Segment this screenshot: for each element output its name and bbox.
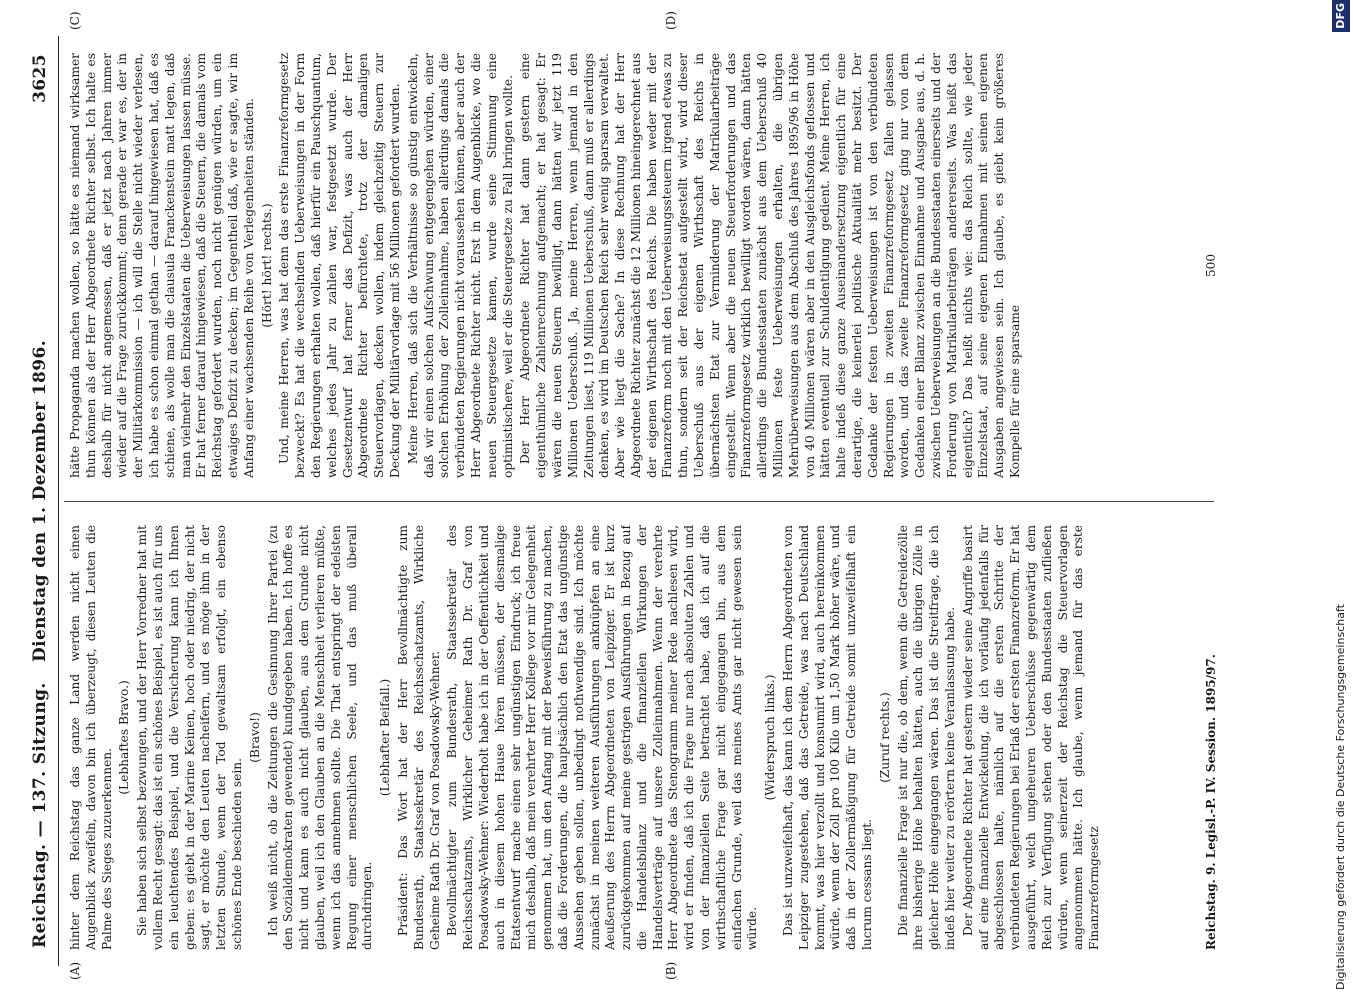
column-divider (64, 501, 1214, 502)
header-page-number: 3625 (30, 54, 50, 103)
paragraph: Präsident: Das Wort hat der Herr Bevollmächtigte zum Bundesrath, Staatssekretär des Reichsschatzamts, Wirkliche Geheime Rath Dr. Graf von Posadowsky-Wehner. (395, 525, 442, 950)
header-chamber-session: Reichstag. — 137. Sitzung. (30, 682, 50, 948)
paragraph: Und, meine Herren, was hat denn das erste Finanzreformgesetz bezweckt? Es hat die wechselnden Ueberweisungen in der Form den Regierungen erhalten wollen, daß hierfür ein Pauschquantum, welches jedes Jahr zu zahlen war, festgesetzt wurde. Der Gesetzentwurf hat ferner das Defizit, was auch der Herr Abgeordnete Richter befürchtete, trotz der damaligen Steuervorlagen, decken wollen, indem gleichzeitig Steuern zur Deckung der Militärvorlage mit 56 Millionen gefordert wurden. (277, 53, 402, 478)
margin-marker-b: (B) (664, 961, 678, 980)
margin-marker-d: (D) (664, 11, 678, 30)
paragraph: Der Abgeordnete Richter hat gestern wieder seine Angriffe basirt auf eine finanzielle Entwickelung, die ich vorläufig jedenfalls für abgeschlossen halte, nämlich auf die ersten Schritte der verbündeten Regierungen bei Erlaß der ersten Finanzreform. Er hat ausgeführt, welch ungeheuren Ueberschüsse gegenwärtig dem Reich zur Verfügung stehen oder den Bundesstaaten zufließen würden, wenn seinerzeit der Reichstag die Steuervorlagen angenommen hätte. Ich glaube, wenn jemand für das erste Finanzreformgesetz (960, 525, 1102, 950)
footer-session-info: Reichstag. 9. Legisl.-P. IV. Session. 1895/97. (1204, 654, 1218, 950)
paragraph: Bevollmächtigter zum Bundesrath, Staatssekretär des Reichsschatzamts, Wirklicher Geheimer Rath Dr. Graf von Posadowsky-Wehner: Wiederholt habe ich in der Oeffentlichkeit und auch in diesem hohen Hause hören müssen, der diesmalige Etatsentwurf mache einen sehr ungünstigen Eindruck; ich freue mich deshalb, daß mein verehrter Herr Kollege vor mir Gelegenheit genommen hat, um den Anfang mit der Beweisführung zu machen, daß die Forderungen, die hauptsächlich den Etat das ungünstige Aussehen geben sollen, unbedingt nothwendige sind. Ich möchte zunächst in meinen weiteren Ausführungen anknüpfen an eine Aeußerung des Herrn Abgeordneten von Leipziger. Er ist kurz zurückgekommen auf meine gestrigen Ausführungen in Bezug auf die Handelsbilanz und die finanziellen Wirkungen der Handelsverträge auf unsere Zolleinnahmen. Wenn der verehrte Herr Abgeordnete das Stenogramm meiner Rede nachlesen wird, wird er finden, daß ich die Frage nur nach absoluten Zahlen und von der finanziellen Seite betrachtet habe, daß ich auf die wirthschaftliche Frage gar nicht eingegangen bin, aus dem einfachen Grunde, weil das meines Amts gar nicht gewesen sein würde. (445, 525, 760, 950)
stage-direction: (Hört! hört! rechts.) (259, 203, 274, 328)
left-text-column (68, 525, 1198, 950)
digitization-note (1332, 0, 1352, 990)
stage-direction: (Bravo!) (247, 712, 262, 763)
stage-direction: (Zuruf rechts.) (877, 692, 892, 783)
stage-direction: (Lebhafter Beifall.) (378, 678, 393, 797)
paragraph: hätte Propaganda machen wollen, so hätte es niemand wirksamer thun können als der Herr Abgeordnete Richter selbst. Ich halte es deshalb für nicht angemessen, daß er jetzt nach Jahren immer wieder auf die Frage zurückkommt; denn gerade er war es, der in der Militärkommission — ich will die Stelle nicht wieder verlesen, ich habe es schon einmal gethan — darauf hingewiesen hat, daß es schiene, als wolle man die clausula Franckenstein matt legen, daß man vielmehr den Einzelstaaten die Ueberweisungen lassen müsse. Er hat ferner darauf hingewiesen, daß die Steuern, die damals vom Reichstag gefordert wurden, noch nicht genügen würden, um ein etwaiges Defizit zu decken; im Gegentheil daß, wie er sagte, wir im Anfang einer wachsenden Reihe von Verlegenheiten ständen. (68, 53, 256, 478)
paragraph: Der Herr Abgeordnete Richter hat dann gestern eine eigenthümliche Zahlenrechnung aufgemacht; er hat gesagt: Er wären die neuen Steuern bewilligt, dann hätten wir jetzt 119 Millionen Ueberschuß. Ja, meine Herren, wenn jemand in den Zeitungen liest, 119 Millionen Ueberschuß, dann muß er allerdings denken, es wird im Deutschen Reich sehr wenig sparsam verwaltet. Aber wie liegt die Sache? In diese Rechnung hat der Herr Abgeordnete Richter zunächst die 12 Millionen hineingerechnet aus der eigenen Wirthschaft des Reichs. Die haben weder mit der Finanzreform noch mit den Ueberweisungssteuern irgend etwas zu thun, sondern seit der Reichsetat aufgestellt wird, wird dieser Ueberschuß aus der eigenen Wirthschaft des Reichs in übernächsten Etat zur Verminderung der Matrikularbeiträge eingestellt. Wenn aber die neuen Steuerforderungen und das Finanzreformgesetz wirklich bewilligt worden wären, dann hätten allerdings die Bundesstaaten zunächst aus dem Ueberschuß 40 Millionen feste Ueberweisungen erhalten, die übrigen Mehrüberweisungen aus dem Abschluß des Jahres 1895/96 in Höhe von 40 Millionen wären aber in den Ausgleichsfonds geflossen und hätten eventuell zur Schuldentilgung gedient. Meine Herren, ich halte indeß diese ganze Auseinandersetzung eigentlich für eine derartige, die keinerlei politische Aktualität mehr besitzt. Der Gedanke der festen Ueberweisungen ist von den verbündeten Regierungen in zweiten Finanzreformgesetz fallen gelassen worden, und das zweite Finanzreformgesetz ging nur von dem Gedanken einer Bilanz zwischen Einnahme und Ausgabe aus, d. h. zwischen Ueberweisungen an die Bundesstaaten einerseits und der Forderung von Matrikularbeiträgen andererseits. Was heißt das eigentlich? Das heißt nichts wie: das Reich sollte, wie jeder Einzelstaat, auf seine eigenen Einnahmen mit seinen eigenen Ausgaben angewiesen sein. Ich glaube, es giebt kein größeres Kompelle für eine sparsame (518, 53, 1023, 478)
right-text-column (68, 53, 1198, 478)
stage-direction: (Lebhaftes Bravo.) (117, 680, 132, 795)
margin-marker-a: (A) (68, 961, 82, 980)
stage-direction: (Widerspruch links.) (763, 674, 778, 801)
paragraph: hinter dem Reichstag das ganze Land werden nicht einen Augenblick zweifeln, davon bin ich überzeugt, diesen Leuten die Palme des Sieges zuzuerkennen. (68, 525, 114, 950)
margin-marker-c: (C) (68, 11, 82, 30)
newspaper-sheet (24, 11, 1320, 980)
footer-signature-number: 500 (1204, 254, 1218, 277)
digitization-text: Digitalisierung gefördert durch die Deutsche Forschungsgemeinschaft (1334, 604, 1347, 990)
paragraph: Die finanzielle Frage ist nur die, ob dem, wenn die Getreidezölle ihre bisherige Höhe behalten hätten, auch die übrigen Zölle in gleicher Höhe eingegangen wären. Das ist die Streitfrage, die ich indeß hier weiter zu erörtern keine Veranlassung habe. (895, 525, 958, 950)
dfg-logo: DFG (1332, 0, 1350, 32)
paragraph: Sie haben sich selbst bezwungen, und der Herr Vorredner hat mit vollem Recht gesagt: das ist ein schönes Beispiel, es ist auch für uns ein leuchtendes Beispiel, und die Versicherung kann ich Ihnen geben: es giebt in der Marine Keinen, hoch oder niedrig, der nicht sagt, er möchte den Leuten nacheifern, und es möge ihm in der letzten Stunde, wenn der Tod gewaltsam erfolgt, ein ebenso schönes Ende beschieden sein. (135, 525, 244, 950)
paragraph: Das ist unzweifelhaft, das kann ich dem Herrn Abgeordneten von Leipziger zugestehen, daß das Getreide, was nach Deutschland kommt, was hier verzollt und konsumirt wird, auch hereinkommen würde, wenn der Zoll pro 100 Kilo um 1,50 Mark höher wäre, und daß in der Zollermäßigung für Getreide somit unzweifelhaft ein lucrum cessans liegt. (781, 525, 875, 950)
paragraph: Meine Herren, daß sich die Verhältnisse so günstig entwickeln, daß wir einen solchen Aufschwung entgegengehen würden, einer solchen Erhöhung der Zolleinnahme, haben allerdings damals die verbündeten Regierungen nicht voraussehen können, aber auch der Herr Abgeordnete Richter nicht. Erst in dem Augenblicke, wo die neuen Steuergesetze kamen, wurde seine Stimmung eine optimistischere, weil er die Steuergesetze zu Fall bringen wollte. (405, 53, 515, 478)
paragraph: Ich weiß nicht, ob die Zeitungen die Gesinnung Ihrer Partei (zu den Sozialdemokraten gewendet) kundgegeben haben. Ich hoffe es nicht und kann es auch nicht glauben, aus dem Grunde nicht glauben, weil ich den Glauben an die Menschheit verlieren müßte, wenn ich das annehmen sollte. Die That entspringt der edelsten Regung einer menschlichen Seele, und das muß überall durchdringen. (265, 525, 375, 950)
header-date: Dienstag den 1. Dezember 1896. (30, 339, 50, 663)
page-header (24, 36, 59, 966)
